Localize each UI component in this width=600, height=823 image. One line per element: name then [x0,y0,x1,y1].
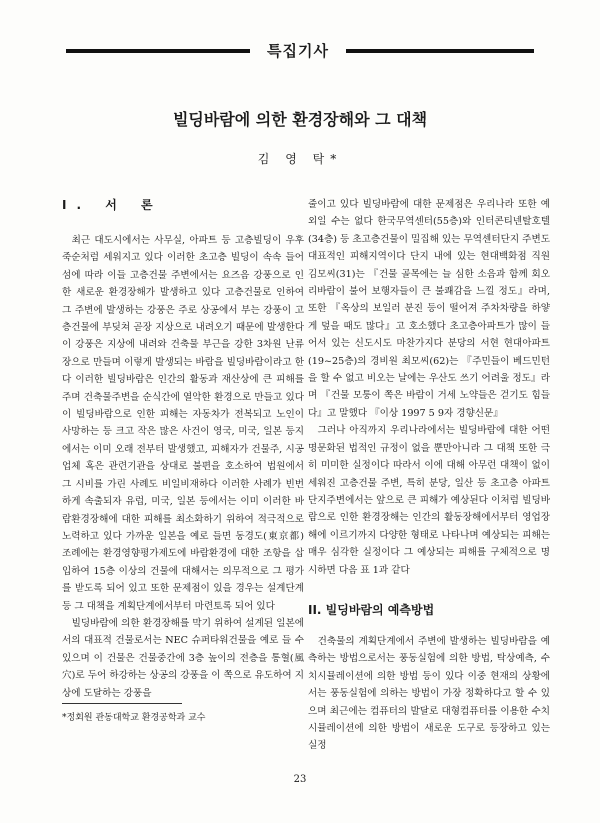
section-label: 특집기사 [250,40,346,62]
footnote-rule [62,703,182,704]
body-paragraph: 그러나 아직까지 우리나라에서는 빌딩바람에 대한 어떤 명문화된 법적인 규정이 없을 뿐만아니라 그 대책 또한 극히 미미한 실정이다 따라서 이에 대해 아무런 대책이 없이 세워진 고층건물 주변, 특히 분당, 일산 등 초고층 아파트 단지주변에서는 앞으로 큰 피해가 예상된다 이처럼 빌딩바람으로 인한 환경장해는 인간의 활동장해에서부터 영업장해에 이르기까지 다양한 형태로 나타나며 예상되는 피해는 매우 심각한 실정이다 그 예상되는 피해를 구체적으로 명시하면 다음 표 1과 같다 [308,425,550,576]
body-paragraph: 빌딩바람에 의한 환경장해를 막기 위하여 설계된 일본에서의 대표적 건물로서는 NEC 슈퍼타워건물을 예로 들 수 있으며 이 건물은 건물중간에 3층 높이의 전층을 통혈(風穴)로 두어 하강하는 상공의 강풍을 이 쪽으로 유도하여 지상에 도달하는 강풍을 [62,617,304,699]
body-paragraph: 건축물의 계획단계에서 주변에 발생하는 빌딩바람을 예측하는 방법으로서는 풍동실험에 의한 방법, 탁상예측, 수치시뮬레이션에 의한 방법 등이 있다 이중 현재의 상황에서는 풍동실험에 의하는 방법이 가장 정확하다고 할 수 있으며 최근에는 컴퓨터의 발달로 대형컴퓨터를 이용한 수치시뮬레이션에 의한 방법이 새로운 도구로 등장하고 있는 실정 [308,635,550,752]
author-footnote: *정회원 관동대학교 환경공학과 교수 [62,713,206,723]
article-title: 빌딩바람에 의한 환경장해와 그 대책 [172,110,428,129]
page-number: 23 [293,774,307,785]
article-author: 김 영 탁* [257,152,343,166]
right-column [308,196,550,755]
section-heading-prediction-methods: II. 빌딩바람의 예측방법 [308,602,435,617]
section-heading-introduction: I. 서 론 [62,198,163,212]
body-paragraph: 줄이고 있다 빌딩바람에 대한 문제점은 우리나라 또한 예외일 수는 없다 한국무역센터(55층)와 인터콘티넨탈호텔(34층) 등 초고층건물이 밀집해 있는 무역센터단지 주변도 대표적인 피해지역이다 단지 내에 있는 현대백화점 직원 김모씨(31)는 『건물 골목에는 늘 심한 소음과 함께 회오리바람이 불어 보행자들이 큰 불쾌감을 느낄 정도』라며, 또한 『옥상의 보일러 분진 등이 떨어져 주차차량을 하얗게 덮을 때도 많다』고 호소했다 초고층아파트가 많이 들어서 있는 신도시도 마찬가지다 분당의 서현 현대아파트(19~25층)의 경비원 최모씨(62)는 『주민들이 베드민턴을 할 수 없고 비오는 날에는 우산도 쓰기 어려울 정도』라며 『건물 모퉁이 쪽은 바람이 거세 노약들은 걷기도 힘들다』고 말했다 『이상 1997 5 9자 경향신문』 [308,199,550,419]
body-paragraph: 최근 대도시에서는 사무실, 아파트 등 고층빌딩이 우후죽순처럼 세워지고 있다 이러한 초고층 빌딩이 속속 들어섬에 따라 이들 고층건물 주변에서는 요즈음 강풍으로 인한 새로운 환경장해가 발생하고 있다 고층건물로 인하여 그 주변에 발생하는 강풍은 주로 상공에서 부는 강풍이 고층건물에 부딪쳐 곧장 지상으로 내려오기 때문에 발생한다 이 강풍은 지상에 내려와 건축물 부근을 강한 3차원 난류장으로 만들며 이렇게 발생되는 바람을 빌딩바람이라고 한다 이러한 빌딩바람은 인간의 활동과 재산상에 큰 피해를 주며 건축물주변을 순식간에 열악한 환경으로 만들고 있다 이 빌딩바람으로 인한 피해는 자동차가 전복되고 노인이 사망하는 등 크고 작은 많은 사건이 영국, 미국, 일본 등지에서는 이미 오래 전부터 발생했고, 피해자가 건물주, 시공업체 혹은 관련기관을 상대로 불편을 호소하여 법원에서 그 시비를 가린 사례도 비일비재하다 이러한 사례가 빈번하게 속출되자 유럽, 미국, 일본 등에서는 이미 이러한 바람환경장해에 대한 피해를 최소화하기 위하여 적극적으로 노력하고 있다 가까운 일본을 예로 들면 동경도(東京都) 조례에는 환경영향평가제도에 바람환경에 대한 조항을 삽입하여 15층 이상의 건물에 대해서는 의무적으로 그 평가를 받도록 되어 있고 또한 문제점이 있을 경우는 설계단계 등 그 대책을 계획단계에서부터 마련토록 되어 있다 [62,235,304,612]
left-column [62,196,304,702]
